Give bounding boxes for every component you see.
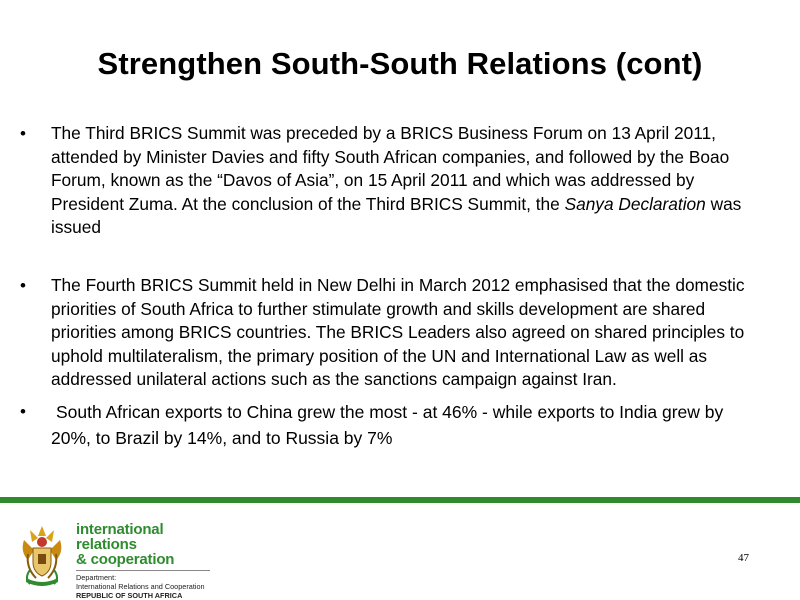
coat-of-arms-icon xyxy=(16,520,68,590)
bullet-dot-icon: • xyxy=(20,401,26,421)
slide-title: Strengthen South-South Relations (cont) xyxy=(97,46,703,81)
bullet-dot-icon: • xyxy=(20,275,26,295)
dept-line-1: Department: xyxy=(76,573,117,582)
bullet-text-end: was issued xyxy=(51,193,742,238)
bullet-item-fourth-summit xyxy=(20,274,760,392)
logo-separator xyxy=(76,570,210,571)
bullet-text: The Fourth BRICS Summit held in New Delhi in March 2012 emphasised that the domestic priorities of South Africa to further stimulate growth and skills development are shared priorities among BRICS countries. The BRICS Leaders also agreed on shared principles to uphold multilateralism, the primary position of the UN and International Law as well as addressed unilateral actions such as the sanctions campaign against Iran. xyxy=(51,274,745,390)
bullet-item-exports xyxy=(20,399,760,451)
bullet-emphasis: Sanya Declaration xyxy=(564,193,706,214)
bullet-text: South African exports to China grew the most - at 46% - while exports to India grew by 20%, to Brazil by 14%, and to Russia by 7% xyxy=(51,401,724,448)
bullet-dot-icon: • xyxy=(20,124,26,143)
bullet-text: The Third BRICS Summit was preceded by a BRICS Business Forum on 13 April 2011, attended by Minister Davies and fifty South African companies, and followed by the Boao Forum, known as the “Davos of Asia”, on 15 April 2011 and which was addressed by President Zuma. At the conclusion of the Third BRICS Summit, the xyxy=(51,123,730,214)
dept-line-2: International Relations and Cooperation xyxy=(76,582,205,591)
bullet-list xyxy=(20,122,760,451)
page-number: 47 xyxy=(738,552,749,564)
dirco-logo xyxy=(16,520,216,600)
logo-text xyxy=(76,522,216,600)
bullet-item-third-summit xyxy=(20,122,760,240)
logo-line-2: & cooperation xyxy=(76,551,175,568)
footer-divider xyxy=(0,497,800,503)
dept-line-3: REPUBLIC OF SOUTH AFRICA xyxy=(76,591,183,600)
logo-line-1: international relations xyxy=(76,521,164,553)
